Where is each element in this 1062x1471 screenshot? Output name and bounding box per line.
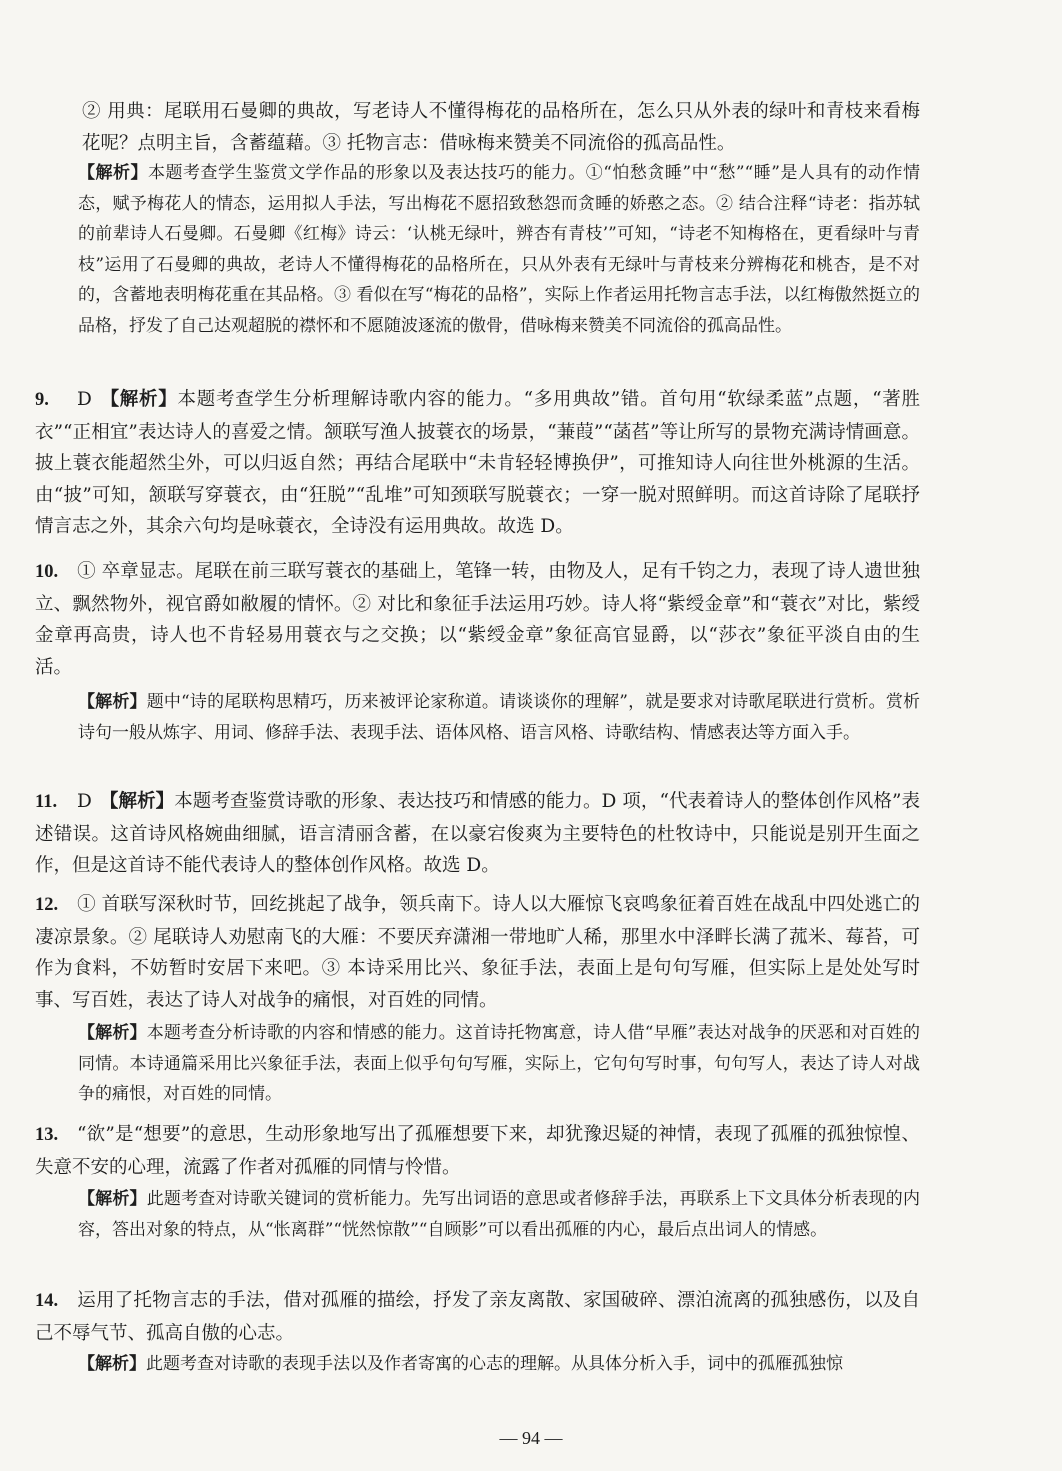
paragraph-text: 本题考查学生分析理解诗歌内容的能力。“多用典故”错。首句用“软绿柔蓝”点题，“著胜衣”“正相宜”表达诗人的喜爱之情。颔联写渔人披蓑衣的场景，“蒹葭”“菡萏”等让所写的景物充满诗情画意。披上蓑衣能超然尘外，可以归返自然；再结合尾联中“未肯轻轻博换伊”，可推知诗人向往世外桃源的生活。由“披”可知，颔联写穿蓑衣，由“狂脱”“乱堆”可知颈联写脱蓑衣；一穿一脱对照鲜明。而这首诗除了尾联抒情言志之外，其余六句均是咏蓑衣，全诗没有运用典故。故选 D。 (35, 389, 920, 537)
analysis-label: 【解析】 (78, 1189, 147, 1209)
answer-choice: D (77, 791, 92, 812)
analysis-paragraph (78, 158, 920, 341)
paragraph-text: 此题考查对诗歌的表现手法以及作者寄寓的心志的理解。从具体分析入手，词中的孤雁孤独惊 (146, 1354, 843, 1374)
answer-item (35, 786, 920, 882)
answer-choice: D (77, 389, 92, 410)
answer-item (35, 384, 920, 543)
question-number: 14. (35, 1291, 59, 1311)
answer-item (35, 889, 920, 1016)
answer-item (35, 1119, 920, 1183)
analysis-label: 【解析】 (78, 1023, 147, 1043)
paragraph-text: 本题考查分析诗歌的内容和情感的能力。这首诗托物寓意，诗人借“早雁”表达对战争的厌恶和对百姓的同情。本诗通篇采用比兴象征手法，表面上似乎句句写雁，实际上，它句句写时事，句句写人，表达了诗人对战争的痛恨，对百姓的同情。 (78, 1023, 920, 1104)
paragraph-text: 题中“诗的尾联构思精巧，历来被评论家称道。请谈谈你的理解”，就是要求对诗歌尾联进行赏析。赏析诗句一般从炼字、用词、修辞手法、表现手法、语体风格、语言风格、诗歌结构、情感表达等方面入手。 (78, 692, 920, 743)
analysis-paragraph (78, 1184, 920, 1245)
paragraph-text: 本题考查鉴赏诗歌的形象、表达技巧和情感的能力。D 项，“代表着诗人的整体创作风格”表述错误。这首诗风格婉曲细腻，语言清丽含蓄，在以豪宕俊爽为主要特色的杜牧诗中，只能说是别开生面之作，但是这首诗不能代表诗人的整体创作风格。故选 D。 (35, 791, 920, 876)
question-number: 10. (35, 562, 59, 582)
analysis-label: 【解析】 (99, 791, 175, 812)
question-number: 12. (35, 895, 59, 915)
answer-item (35, 556, 920, 683)
analysis-label: 【解析】 (78, 163, 149, 183)
answer-paragraph (82, 96, 920, 159)
paragraph-text: ① 卒章显志。尾联在前三联写蓑衣的基础上，笔锋一转，由物及人，足有千钧之力，表现了诗人遗世独立、飘然物外，视官爵如敝履的情怀。② 对比和象征手法运用巧妙。诗人将“紫绶金章”和“蓑衣”对比，紫绶金章再高贵，诗人也不肯轻易用蓑衣与之交换；以“紫绶金章”象征高官显爵，以“莎衣”象征平淡自由的生活。 (35, 561, 920, 678)
analysis-paragraph (78, 687, 920, 748)
paragraph-text: 此题考查对诗歌关键词的赏析能力。先写出词语的意思或者修辞手法，再联系上下文具体分析表现的内容，答出对象的特点，从“怅离群”“恍然惊散”“自顾影”可以看出孤雁的内心，最后点出词人的情感。 (78, 1189, 920, 1240)
page-number: — 94 — (499, 1428, 563, 1448)
paragraph-text: ① 首联写深秋时节，回纥挑起了战争，领兵南下。诗人以大雁惊飞哀鸣象征着百姓在战乱中四处逃亡的凄凉景象。② 尾联诗人劝慰南飞的大雁：不要厌弃潇湘一带地旷人稀，那里水中泽畔长满了菰米、莓苔，可作为食料，不妨暂时安居下来吧。③ 本诗采用比兴、象征手法，表面上是句句写雁，但实际上是处处写时事、写百姓，表达了诗人对战争的痛恨，对百姓的同情。 (35, 894, 920, 1011)
paragraph-text: ② 用典：尾联用石曼卿的典故，写老诗人不懂得梅花的品格所在，怎么只从外表的绿叶和青枝来看梅花呢？点明主旨，含蓄蕴藉。③ 托物言志：借咏梅来赞美不同流俗的孤高品性。 (82, 101, 920, 154)
paragraph-text: 运用了托物言志的手法，借对孤雁的描绘，抒发了亲友离散、家国破碎、漂泊流离的孤独感伤，以及自己不辱气节、孤高自傲的心志。 (35, 1290, 920, 1344)
paragraph-text: 本题考查学生鉴赏文学作品的形象以及表达技巧的能力。①“怕愁贪睡”中“愁”“睡”是人具有的动作情态，赋予梅花人的情态，运用拟人手法，写出梅花不愿招致愁怨而贪睡的娇憨之态。② 结合注释“诗老：指苏轼的前辈诗人石曼卿。石曼卿《红梅》诗云：‘认桃无绿叶，辨杏有青枝’”可知，“诗老不知梅格在，更看绿叶与青枝”运用了石曼卿的典故，老诗人不懂得梅花的品格所在，只从外表有无绿叶与青枝来分辨梅花和桃杏，是不对的，含蓄地表明梅花重在其品格。③ 看似在写“梅花的品格”，实际上作者运用托物言志手法，以红梅傲然挺立的品格，抒发了自己达观超脱的襟怀和不愿随波逐流的傲骨，借咏梅来赞美不同流俗的孤高品性。 (78, 163, 920, 336)
question-number: 11. (35, 792, 58, 812)
analysis-paragraph (78, 1349, 920, 1380)
question-number: 9. (35, 390, 49, 410)
answer-item (35, 1285, 920, 1349)
analysis-paragraph (78, 1018, 920, 1110)
question-number: 13. (35, 1125, 59, 1145)
analysis-label: 【解析】 (78, 692, 147, 712)
paragraph-text: “欲”是“想要”的意思，生动形象地写出了孤雁想要下来，却犹豫迟疑的神情，表现了孤雁的孤独惊惶、失意不安的心理，流露了作者对孤雁的同情与怜惜。 (35, 1124, 920, 1178)
analysis-label: 【解析】 (78, 1354, 146, 1374)
analysis-label: 【解析】 (99, 389, 178, 410)
